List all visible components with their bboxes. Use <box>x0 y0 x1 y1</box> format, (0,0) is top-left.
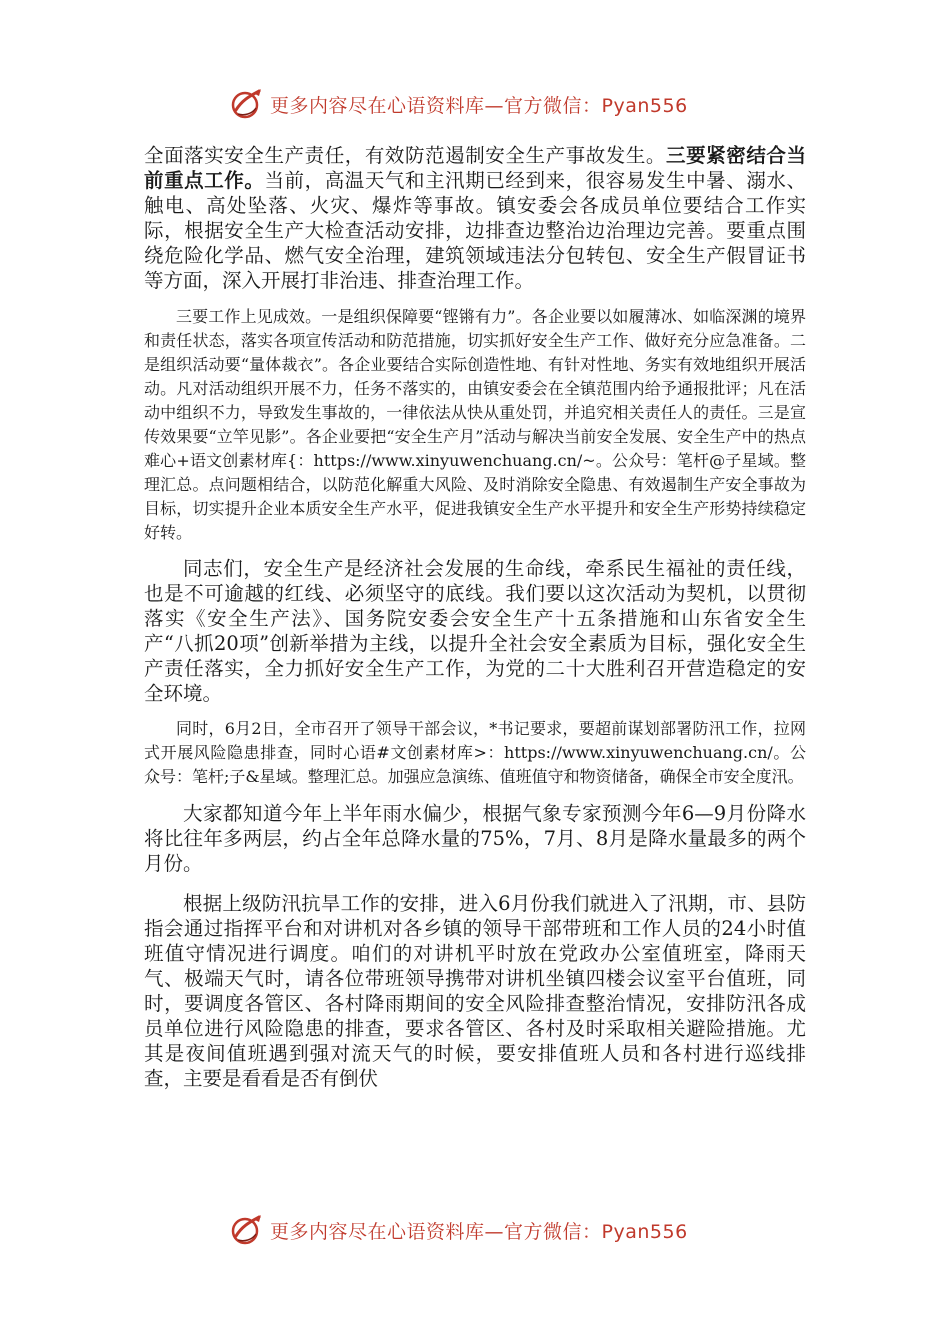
watermark-text: 更多内容尽在心语资料库—官方微信：Pyan556 <box>270 94 688 117</box>
paragraph-6: 根据上级防汛抗旱工作的安排，进入6月份我们就进入了汛期，市、县防指会通过指挥平台和对讲机对各乡镇的领导干部带班和工作人员的24小时值班值守情况进行调度。咱们的对讲机平时放在党政办公室值班室，降雨天气、极端天气时，请各位带班领导携带对讲机坐镇四楼会议室平台值班，同时，要调度各管区、各村降雨期间的安全风险排查整治情况，安排防汛各成员单位进行风险隐患的排查，要求各管区、各村及时采取相关避险措施。尤其是夜间值班遇到强对流天气的时候，要安排值班人员和各村进行巡线排查，主要是看看是否有倒伏 <box>144 892 806 1090</box>
paragraph-1-text-b: 当前，高温天气和主汛期已经到来，很容易发生中暑、溺水、触电、高处坠落、火灾、爆炸等事故。镇安委会各成员单位要结合工作实际，根据安全生产大检查活动安排，边排查边整治边治理边完善。要重点围绕危险化学品、燃气安全治理，建筑领域违法分包转包、安全生产假冒证书等方面，深入开展打非治违、排查治理工作。 <box>144 169 806 292</box>
paragraph-1 <box>144 143 806 293</box>
pen-swirl-icon <box>228 1212 264 1248</box>
watermark-text: 更多内容尽在心语资料库—官方微信：Pyan556 <box>270 1220 688 1243</box>
paragraph-1-text-a: 全面落实安全生产责任，有效防范遏制安全生产事故发生。 <box>144 144 667 167</box>
paragraph-1-bold-heading: 三要紧密结合当前重点工作。 <box>144 144 806 192</box>
paragraph-2: 三要工作上见成效。一是组织保障要“铿锵有力”。各企业要以如履薄冰、如临深渊的境界和责任状态，落实各项宣传活动和防范措施，切实抓好安全生产工作、做好充分应急准备。二是组织活动要“量体裁衣”。各企业要结合实际创造性地、有针对性地、务实有效地组织开展活动。凡对活动组织开展不力，任务不落实的，由镇安委会在全镇范围内给予通报批评；凡在活动中组织不力，导致发生事故的，一律依法从快从重处罚，并追究相关责任人的责任。三是宣传效果要“立竿见影”。各企业要把“安全生产月”活动与解决当前安全发展、安全生产中的热点难心+语文创素材库{：https://www.xinyuwenchuang.cn/~。公众号：笔杆@子星域。整理汇总。点问题相结合，以防范化解重大风险、及时消除安全隐患、有效遏制生产安全事故为目标，切实提升企业本质安全生产水平，促进我镇安全生产水平提升和安全生产形势持续稳定好转。 <box>144 307 806 542</box>
paragraph-4: 同时，6月2日，全市召开了领导干部会议，*书记要求，要超前谋划部署防汛工作，拉网式开展风险隐患排查，同时心语#文创素材库>：https://www.xinyuwenchuang.cn/。公众号：笔杆;子&星域。整理汇总。加强应急演练、值班值守和物资储备，确保全市安全度汛。 <box>144 719 806 786</box>
paragraph-3: 同志们，安全生产是经济社会发展的生命线，牵系民生福祉的责任线，也是不可逾越的红线、必须坚守的底线。我们要以这次活动为契机，以贯彻落实《安全生产法》、国务院安委会安全生产十五条措施和山东省安全生产“八抓20项”创新举措为主线，以提升全社会安全素质为目标，强化安全生产责任落实，全力抓好安全生产工作，为党的二十大胜利召开营造稳定的安全环境。 <box>144 557 806 705</box>
footer-watermark <box>228 1210 728 1250</box>
paragraph-5: 大家都知道今年上半年雨水偏少，根据气象专家预测今年6—9月份降水将比往年多两层，约占全年总降水量的75%，7月、8月是降水量最多的两个月份。 <box>144 802 806 875</box>
header-watermark <box>228 84 728 124</box>
document-body <box>144 143 806 1091</box>
pen-swirl-icon <box>228 86 264 122</box>
